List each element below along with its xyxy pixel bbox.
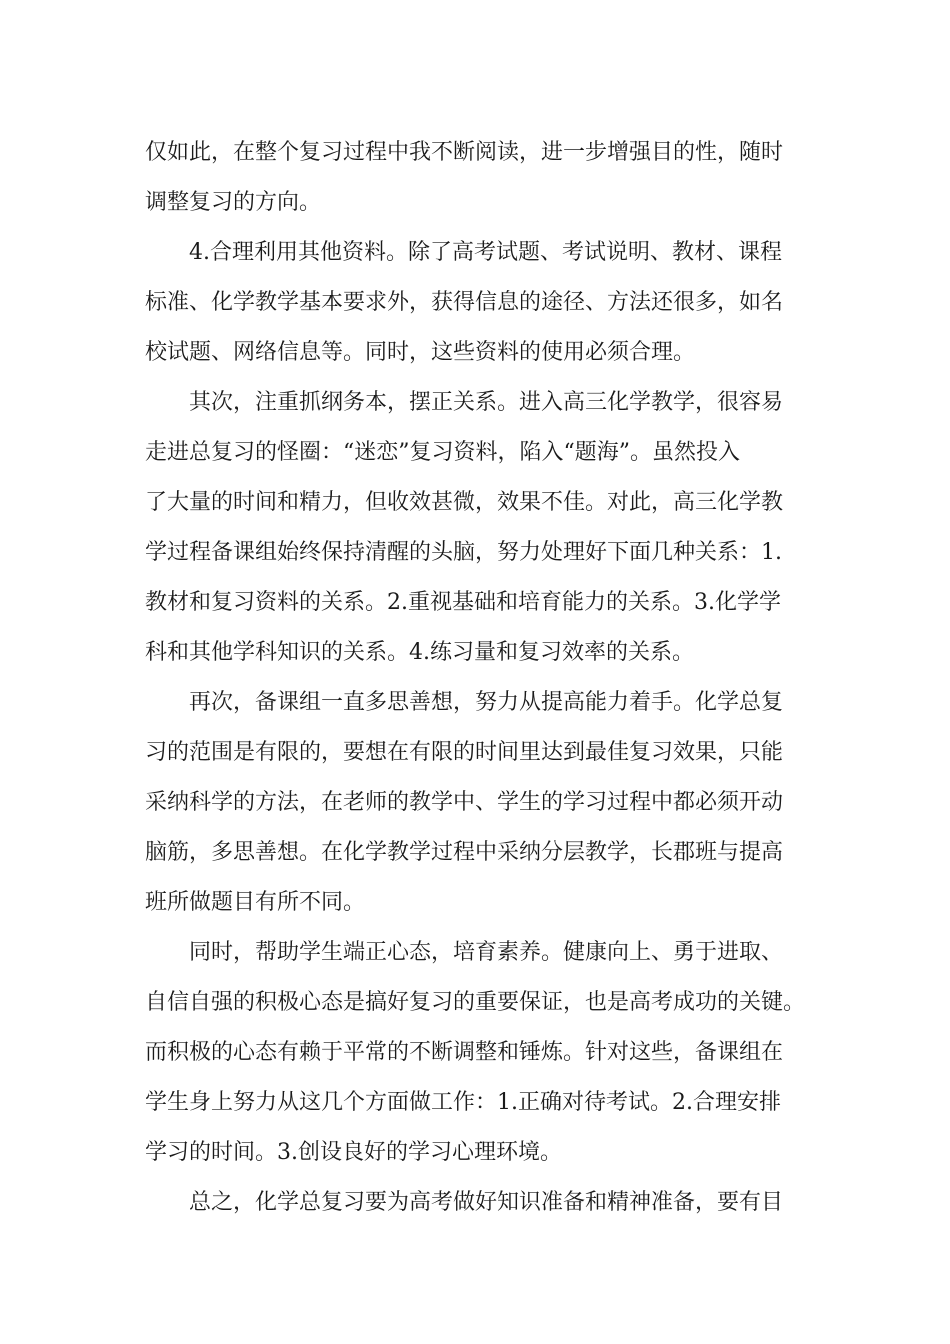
text-line: 学过程备课组始终保持清醒的头脑，努力处理好下面几种关系：1.: [145, 540, 782, 565]
text-line: 仅如此，在整个复习过程中我不断阅读，进一步增强目的性，随时: [145, 140, 784, 165]
text-line: 同时，帮助学生端正心态，培育素养。健康向上、勇于进取、: [189, 940, 784, 965]
text-line: 调整复习的方向。: [145, 190, 322, 215]
text-line: 自信自强的积极心态是搞好复习的重要保证，也是高考成功的关键。: [145, 990, 806, 1015]
paragraph-3: [145, 378, 810, 678]
text-line: 再次，备课组一直多思善想，努力从提高能力着手。化学总复: [189, 690, 784, 715]
paragraph-1: [145, 128, 810, 228]
paragraph-6: [145, 1178, 810, 1228]
text-line: 学生身上努力从这几个方面做工作：1.正确对待考试。2.合理安排: [145, 1090, 781, 1115]
text-line: 了大量的时间和精力，但收效甚微，效果不佳。对此，高三化学教: [145, 490, 784, 515]
text-line: 其次，注重抓纲务本，摆正关系。进入高三化学教学，很容易: [189, 390, 784, 415]
paragraph-2: [145, 228, 810, 378]
text-line: 习的范围是有限的，要想在有限的时间里达到最佳复习效果，只能: [145, 740, 784, 765]
text-line: 班所做题目有所不同。: [145, 890, 366, 915]
text-line: 4.合理利用其他资料。除了高考试题、考试说明、教材、课程: [189, 240, 782, 265]
text-line: 总之，化学总复习要为高考做好知识准备和精神准备，要有目: [189, 1190, 784, 1215]
body-text: [145, 128, 810, 1228]
paragraph-5: [145, 928, 810, 1178]
text-line: 学习的时间。3.创设良好的学习心理环境。: [145, 1140, 562, 1165]
text-line: 校试题、网络信息等。同时，这些资料的使用必须合理。: [145, 340, 696, 365]
paragraph-4: [145, 678, 810, 928]
text-line: 走进总复习的怪圈：“迷恋”复习资料，陷入“题海”。虽然投入: [145, 440, 740, 465]
text-line: 标准、化学教学基本要求外，获得信息的途径、方法还很多，如名: [145, 290, 784, 315]
text-line: 科和其他学科知识的关系。4.练习量和复习效率的关系。: [145, 640, 694, 665]
text-line: 采纳科学的方法，在老师的教学中、学生的学习过程中都必须开动: [145, 790, 784, 815]
text-line: 而积极的心态有赖于平常的不断调整和锤炼。针对这些，备课组在: [145, 1040, 784, 1065]
text-line: 教材和复习资料的关系。2.重视基础和培育能力的关系。3.化学学: [145, 590, 781, 615]
text-line: 脑筋，多思善想。在化学教学过程中采纳分层教学，长郡班与提高: [145, 840, 784, 865]
